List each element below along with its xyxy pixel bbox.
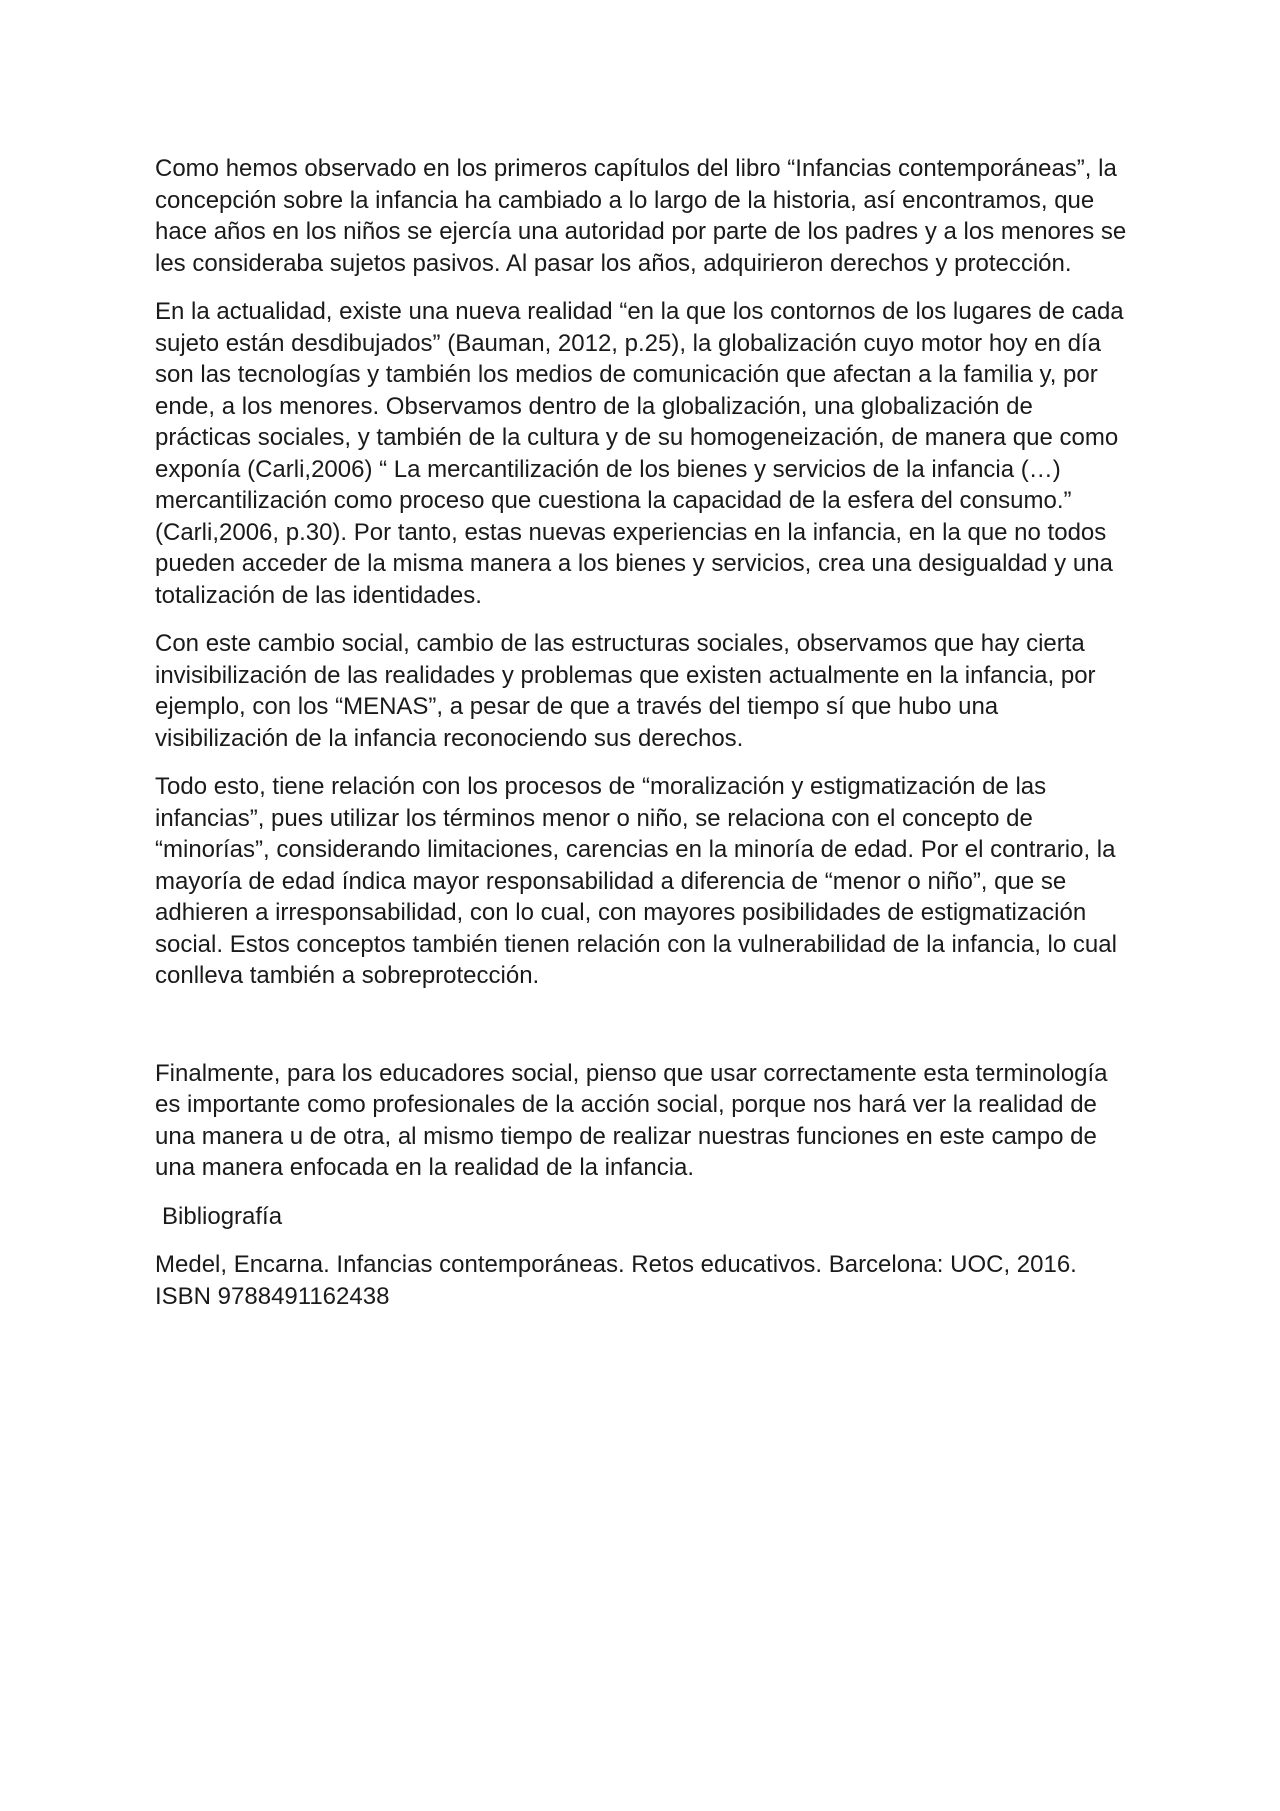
- bibliography-heading: Bibliografía: [162, 1202, 283, 1230]
- paragraph-4: Todo esto, tiene relación con los procesos de “moralización y estigmatización de las infancias”, pues utilizar los términos menor o niño, se relaciona con el concepto de “minorías”, considerando limitaciones, carencias en la minoría de edad. Por el contrario, la mayoría de edad índica mayor responsabilidad a diferencia de “menor o niño”, que se adhieren a irresponsabilidad, con lo cual, con mayores posibilidades de estigmatización social. Estos conceptos también tienen relación con la vulnerabilidad de la infancia, lo cual conlleva también a sobreprotección.: [155, 773, 1117, 989]
- paragraph-1: Como hemos observado en los primeros capítulos del libro “Infancias contemporáneas”, la concepción sobre la infancia ha cambiado a lo largo de la historia, así encontramos, que hace años en los niños se ejercía una autoridad por parte de los padres y a los menores se les consideraba sujetos pasivos. Al pasar los años, adquirieron derechos y protección.: [155, 155, 1127, 277]
- bibliography-entry: Medel, Encarna. Infancias contemporáneas. Retos educativos. Barcelona: UOC, 2016. ISBN 9788491162438: [155, 1251, 1077, 1310]
- paragraph-3: Con este cambio social, cambio de las estructuras sociales, observamos que hay cierta invisibilización de las realidades y problemas que existen actualmente en la infancia, por ejemplo, con los “MENAS”, a pesar de que a través del tiempo sí que hubo una visibilización de la infancia reconociendo sus derechos.: [155, 630, 1096, 752]
- document-body: [155, 153, 1130, 1312]
- paragraph-2: En la actualidad, existe una nueva realidad “en la que los contornos de los lugares de cada sujeto están desdibujados” (Bauman, 2012, p.25), la globalización cuyo motor hoy en día son las tecnologías y también los medios de comunicación que afectan a la familia y, por ende, a los menores. Observamos dentro de la globalización, una globalización de prácticas sociales, y también de la cultura y de su homogeneización, de manera que como exponía (Carli,2006) “ La mercantilización de los bienes y servicios de la infancia (…) mercantilización como proceso que cuestiona la capacidad de la esfera del consumo.” (Carli,2006, p.30). Por tanto, estas nuevas experiencias en la infancia, en la que no todos pueden acceder de la misma manera a los bienes y servicios, crea una desigualdad y una totalización de las identidades.: [155, 298, 1124, 609]
- paragraph-5: Finalmente, para los educadores social, pienso que usar correctamente esta terminología es importante como profesionales de la acción social, porque nos hará ver la realidad de una manera u de otra, al mismo tiempo de realizar nuestras funciones en este campo de una manera enfocada en la realidad de la infancia.: [155, 1059, 1108, 1181]
